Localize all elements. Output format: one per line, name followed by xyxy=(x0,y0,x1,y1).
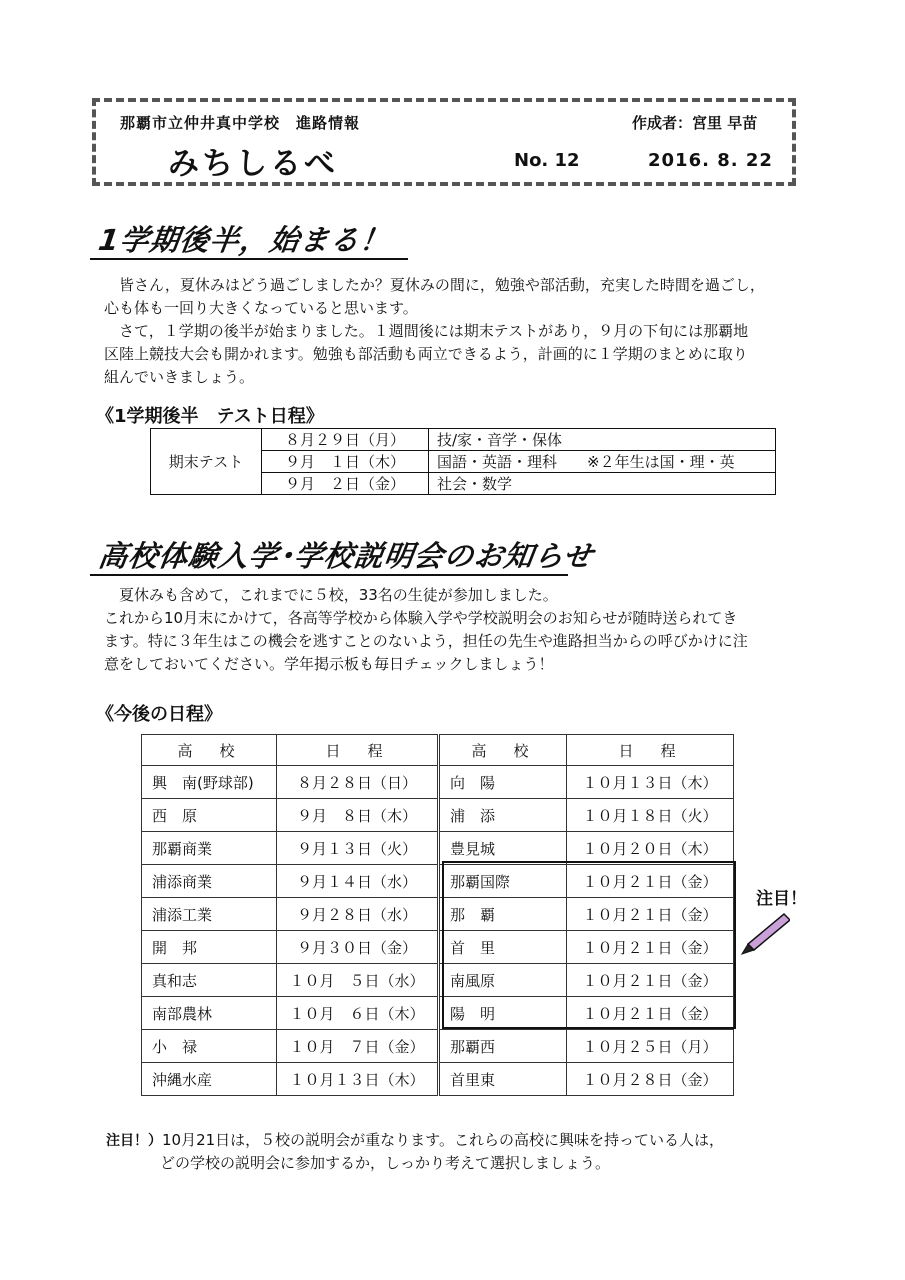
school-right: 那覇国際 xyxy=(439,865,567,898)
school-right: 首 里 xyxy=(439,931,567,964)
date-right: １０月２５日（月） xyxy=(567,1030,734,1063)
section2-paragraph xyxy=(104,584,748,676)
school-left: 西 原 xyxy=(142,799,277,832)
table-row xyxy=(151,429,776,451)
paragraph-line: 夏休みも含めて，これまでに５校，33名の生徒が参加しました。 xyxy=(104,586,558,604)
test-subjects: 社会・数学 xyxy=(429,473,776,495)
paragraph-line: これから10月末にかけて，各高等学校から体験入学や学校説明会のお知らせが随時送られてき xyxy=(104,609,738,627)
schedule-heading: 《今後の日程》 xyxy=(96,704,222,725)
highlight-box xyxy=(442,861,736,1029)
test-schedule-heading: 《1学期後半 テスト日程》 xyxy=(96,406,324,427)
date-right: １０月２１日（金） xyxy=(567,865,734,898)
date-right: １０月１３日（木） xyxy=(567,766,734,799)
school-right: 向 陽 xyxy=(439,766,567,799)
column-header-date: 日 程 xyxy=(277,735,439,766)
test-label: 期末テスト xyxy=(151,429,262,495)
paragraph-line: ます。特に３年生はこの機会を逃すことのないよう，担任の先生や進路担当からの呼びかけに注 xyxy=(104,632,748,650)
pencil-arrow-icon xyxy=(740,910,790,956)
table-row xyxy=(142,1030,734,1063)
note-label: 注目！） xyxy=(106,1133,162,1149)
column-header-date: 日 程 xyxy=(567,735,734,766)
date-left: ９月 ８日（木） xyxy=(277,799,439,832)
school-left: 開 邦 xyxy=(142,931,277,964)
newsletter-title: みちしるべ xyxy=(168,146,338,182)
school-left: 小 禄 xyxy=(142,1030,277,1063)
school-left: 真和志 xyxy=(142,964,277,997)
school-right: 浦 添 xyxy=(439,799,567,832)
date-left: ９月１３日（火） xyxy=(277,832,439,865)
test-date: ８月２９日（月） xyxy=(262,429,429,451)
note-line: どの学校の説明会に参加するか，しっかり考えて選択しましょう。 xyxy=(160,1154,611,1172)
school-right: 南風原 xyxy=(439,964,567,997)
school-left: 浦添商業 xyxy=(142,865,277,898)
school-right: 豊見城 xyxy=(439,832,567,865)
section1-title: 1学期後半，始まる！ xyxy=(96,223,393,257)
date-left: ９月２８日（水） xyxy=(277,898,439,931)
test-date: ９月 ２日（金） xyxy=(262,473,429,495)
date-right: １０月２１日（金） xyxy=(567,931,734,964)
table-row xyxy=(142,832,734,865)
column-header-school: 高 校 xyxy=(439,735,567,766)
note-line xyxy=(106,1129,724,1150)
date-left: ９月３０日（金） xyxy=(277,931,439,964)
school-right: 首里東 xyxy=(439,1063,567,1096)
school-right: 那 覇 xyxy=(439,898,567,931)
paragraph-line: さて，１学期の後半が始まりました。１週間後には期末テストがあり，９月の下旬には那覇地 xyxy=(104,322,749,340)
school-left: 那覇商業 xyxy=(142,832,277,865)
issue-number: No. 12 xyxy=(514,150,580,171)
author: 作成者：宮里 早苗 xyxy=(632,114,758,132)
school-left: 興 南(野球部) xyxy=(142,766,277,799)
section2-underline xyxy=(90,574,568,576)
section1-paragraph xyxy=(104,274,765,389)
date-left: １０月 ７日（金） xyxy=(277,1030,439,1063)
paragraph-line: 意をしておいてください。学年掲示板も毎日チェックしましょう！ xyxy=(104,655,554,673)
test-date: ９月 １日（木） xyxy=(262,451,429,473)
paragraph-line: 皆さん，夏休みはどう過ごしましたか？夏休みの間に，勉強や部活動，充実した時間を過ごし， xyxy=(104,276,765,294)
date-right: １０月２１日（金） xyxy=(567,898,734,931)
paragraph-line: 心も体も一回り大きくなっていると思います。 xyxy=(104,299,418,317)
date-left: １０月 ６日（木） xyxy=(277,997,439,1030)
date-left: １０月１３日（木） xyxy=(277,1063,439,1096)
date-left: １０月 ５日（水） xyxy=(277,964,439,997)
school-left: 浦添工業 xyxy=(142,898,277,931)
paragraph-line: 組んでいきましょう。 xyxy=(104,368,255,386)
school-right: 陽 明 xyxy=(439,997,567,1030)
table-header-row xyxy=(142,735,734,766)
test-subjects: 技/家・音学・保体 xyxy=(429,429,776,451)
section2-title: 高校体験入学･学校説明会のお知らせ xyxy=(96,539,596,573)
table-row xyxy=(142,799,734,832)
issue-date: 2016. 8. 22 xyxy=(648,150,773,171)
school-name: 那覇市立仲井真中学校 進路情報 xyxy=(120,114,361,132)
school-left: 南部農林 xyxy=(142,997,277,1030)
date-right: １０月２０日（木） xyxy=(567,832,734,865)
school-right: 那覇西 xyxy=(439,1030,567,1063)
attention-label: 注目！ xyxy=(756,889,807,909)
date-right: １０月２８日（金） xyxy=(567,1063,734,1096)
date-right: １０月１８日（火） xyxy=(567,799,734,832)
section1-underline xyxy=(90,258,408,260)
date-right: １０月２１日（金） xyxy=(567,997,734,1030)
table-row xyxy=(142,1063,734,1096)
date-left: ９月１４日（水） xyxy=(277,865,439,898)
paragraph-line: 区陸上競技大会も開かれます。勉強も部活動も両立できるよう，計画的に１学期のまとめに取り xyxy=(104,345,748,363)
table-row xyxy=(142,766,734,799)
date-right: １０月２１日（金） xyxy=(567,964,734,997)
test-schedule-table xyxy=(150,428,776,495)
note-text: 10月21日は，５校の説明会が重なります。これらの高校に興味を持っている人は， xyxy=(162,1131,724,1149)
test-subjects: 国語・英語・理科 ※２年生は国・理・英 xyxy=(429,451,776,473)
school-left: 沖縄水産 xyxy=(142,1063,277,1096)
date-left: ８月２８日（日） xyxy=(277,766,439,799)
column-header-school: 高 校 xyxy=(142,735,277,766)
